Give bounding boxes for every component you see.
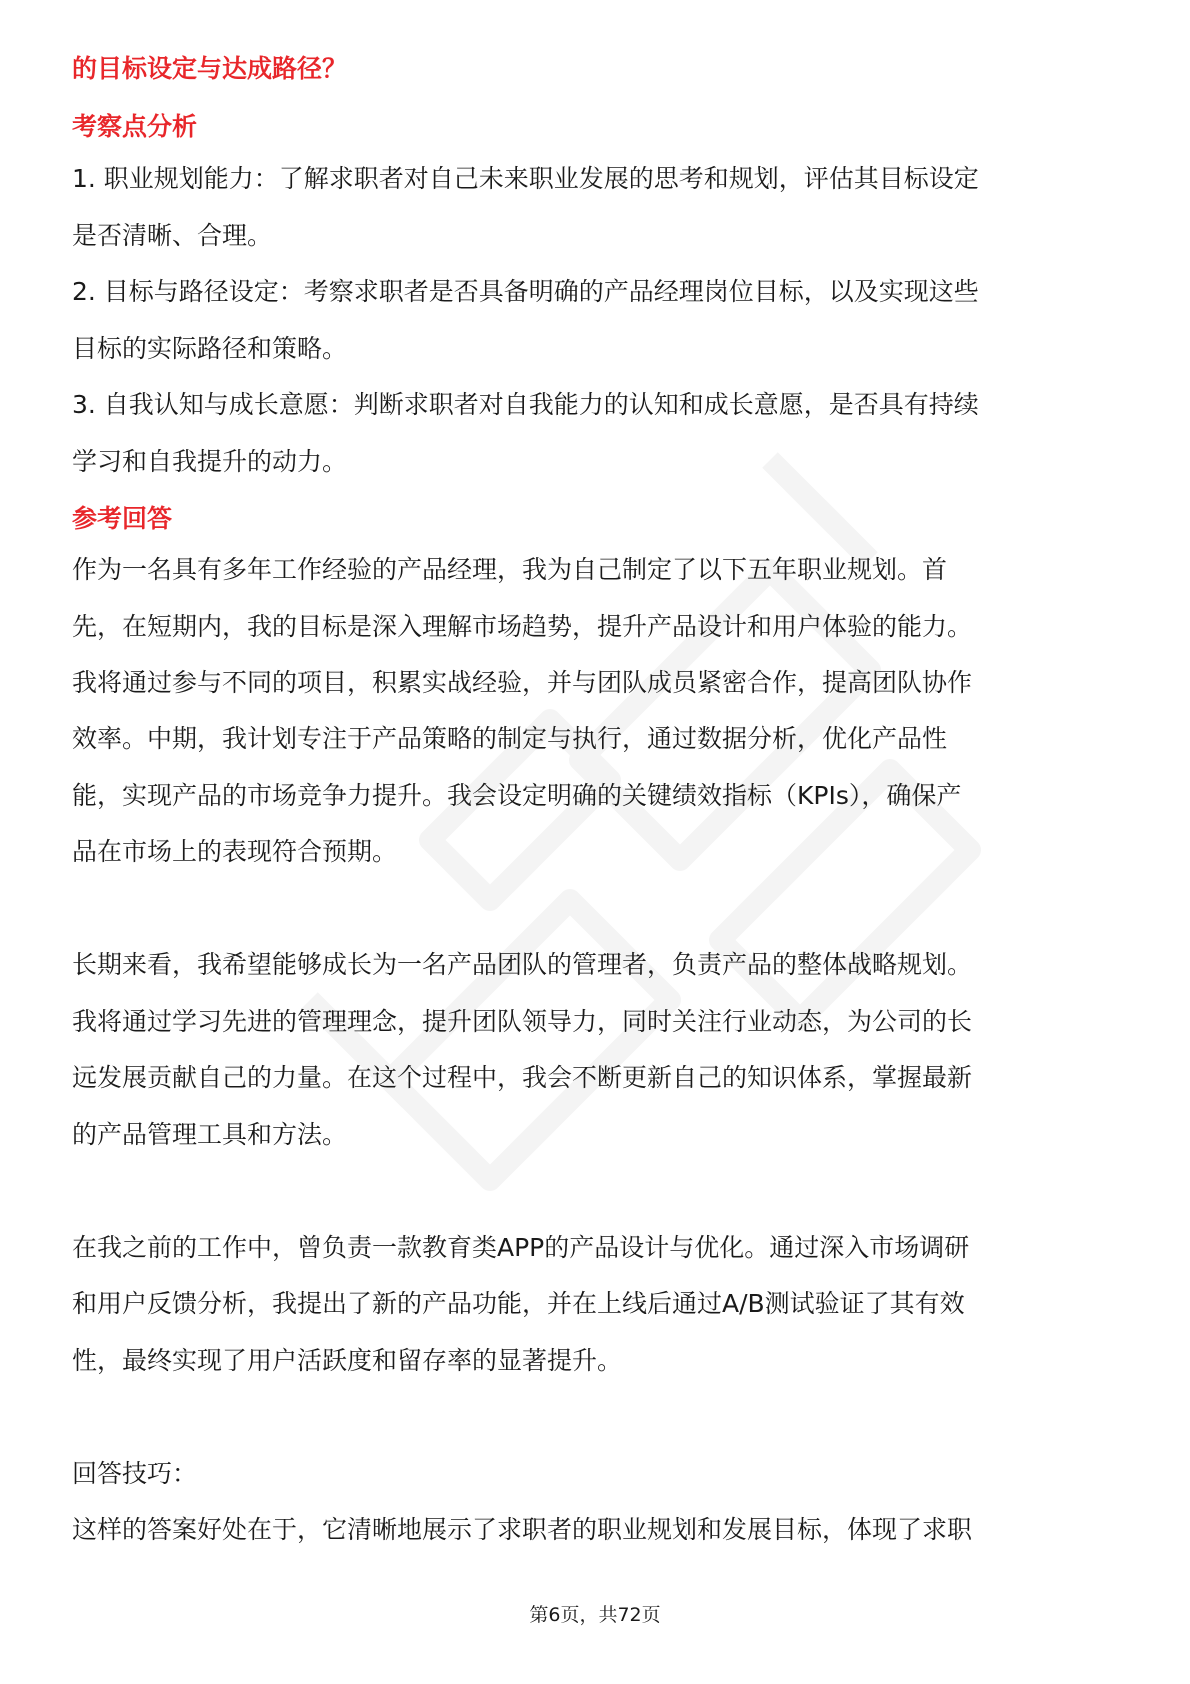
text-line: 是否清晰、合理。 [72,221,273,250]
text-line: 的产品管理工具和方法。 [72,1120,348,1149]
text-line: 2. 目标与路径设定：考察求职者是否具备明确的产品经理岗位目标，以及实现这些 [72,277,979,306]
text-line: 能，实现产品的市场竞争力提升。我会设定明确的关键绩效指标（KPIs），确保产 [72,781,962,810]
text-line: 先，在短期内，我的目标是深入理解市场趋势，提升产品设计和用户体验的能力。 [72,612,973,641]
text-line: 学习和自我提升的动力。 [72,447,348,476]
text-line: 这样的答案好处在于，它清晰地展示了求职者的职业规划和发展目标，体现了求职 [72,1515,973,1544]
text-line: 作为一名具有多年工作经验的产品经理，我为自己制定了以下五年职业规划。首 [72,555,948,584]
text-line: 长期来看，我希望能够成长为一名产品团队的管理者，负责产品的整体战略规划。 [72,950,973,979]
text-line: 品在市场上的表现符合预期。 [72,837,398,866]
text-line: 目标的实际路径和策略。 [72,334,348,363]
text-line: 远发展贡献自己的力量。在这个过程中，我会不断更新自己的知识体系，掌握最新 [72,1063,973,1092]
text-line: 和用户反馈分析，我提出了新的产品功能，并在上线后通过A/B测试验证了其有效 [72,1289,965,1318]
text-line: 我将通过学习先进的管理理念，提升团队领导力，同时关注行业动态，为公司的长 [72,1007,973,1036]
watermark-graphic [250,380,1010,1260]
text-line: 效率。中期，我计划专注于产品策略的制定与执行，通过数据分析，优化产品性 [72,724,948,753]
text-line: 性，最终实现了用户活跃度和留存率的显著提升。 [72,1346,623,1375]
section-heading: 考察点分析 [72,112,198,141]
section-heading: 的目标设定与达成路径？ [72,54,348,83]
page-footer: 第6页，共72页 [529,1604,661,1626]
text-line: 我将通过参与不同的项目，积累实战经验，并与团队成员紧密合作，提高团队协作 [72,668,973,697]
text-line: 1. 职业规划能力：了解求职者对自己未来职业发展的思考和规划，评估其目标设定 [72,164,979,193]
text-line: 3. 自我认知与成长意愿：判断求职者对自我能力的认知和成长意愿，是否具有持续 [72,390,979,419]
text-line: 在我之前的工作中，曾负责一款教育类APP的产品设计与优化。通过深入市场调研 [72,1233,970,1262]
section-heading: 参考回答 [72,504,173,533]
text-line: 回答技巧： [72,1459,198,1488]
